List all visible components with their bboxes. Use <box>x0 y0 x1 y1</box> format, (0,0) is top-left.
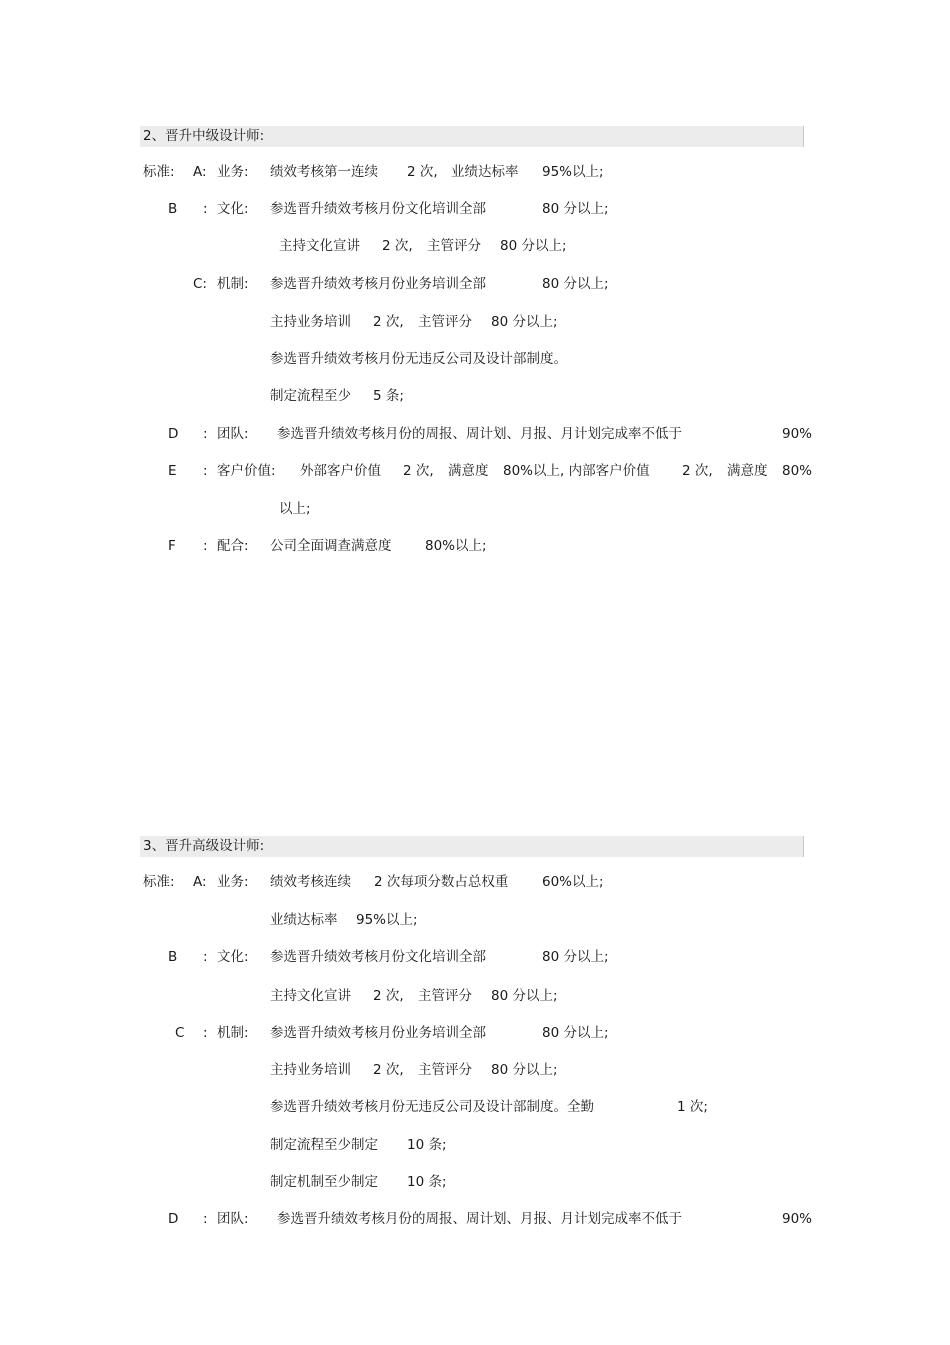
item-text: 95%以上; <box>542 164 604 180</box>
standard-label: 标准: <box>143 164 175 180</box>
item-text: 2 次, <box>403 463 434 479</box>
item-text: 80 分以上; <box>542 201 609 217</box>
item-letter-c: C <box>175 1025 185 1041</box>
item-letter-a: A: <box>193 164 207 180</box>
item-text: 主管评分 <box>418 1062 472 1078</box>
item-text: 80 分以上; <box>491 1062 558 1078</box>
item-category-business: 业务: <box>217 164 249 180</box>
item-text: 参选晋升绩效考核月份无违反公司及设计部制度。全勤 <box>270 1099 594 1115</box>
item-text: 10 条; <box>407 1174 447 1190</box>
item-text: 80%以上, 内部客户价值 <box>503 463 650 479</box>
item-category-culture: 文化: <box>217 201 249 217</box>
item-text: 主管评分 <box>418 314 472 330</box>
item-colon: : <box>203 463 208 479</box>
item-text: 90% <box>782 1211 813 1227</box>
item-text: 80 分以上; <box>542 949 609 965</box>
item-text: 以上; <box>279 501 311 517</box>
item-text: 外部客户价值 <box>300 463 381 479</box>
item-colon: : <box>203 201 208 217</box>
item-text: 95%以上; <box>356 912 418 928</box>
item-colon: : <box>203 1211 208 1227</box>
item-colon: : <box>203 538 208 554</box>
item-text: 业绩达标率 <box>270 912 338 928</box>
item-text: 参选晋升绩效考核月份无违反公司及设计部制度。 <box>270 351 567 367</box>
item-text: 参选晋升绩效考核月份的周报、周计划、月报、月计划完成率不低于 <box>277 1211 682 1227</box>
item-text: 参选晋升绩效考核月份文化培训全部 <box>270 949 486 965</box>
item-letter-b: B <box>168 201 178 217</box>
item-text: 2 次, <box>373 314 404 330</box>
item-text: 制定流程至少 <box>270 388 351 404</box>
item-text: 满意度 <box>448 463 489 479</box>
item-category-team: 团队: <box>217 1211 249 1227</box>
item-text: 2 次, <box>407 164 438 180</box>
item-colon: : <box>203 949 208 965</box>
item-text: 主管评分 <box>418 988 472 1004</box>
item-category-team: 团队: <box>217 426 249 442</box>
item-text: 2 次, <box>373 1062 404 1078</box>
item-text: 参选晋升绩效考核月份业务培训全部 <box>270 1025 486 1041</box>
item-text: 参选晋升绩效考核月份的周报、周计划、月报、月计划完成率不低于 <box>277 426 682 442</box>
item-text: 5 条; <box>373 388 404 404</box>
item-category-customer-value: 客户价值: <box>217 463 276 479</box>
item-text: 主持业务培训 <box>270 1062 351 1078</box>
item-text: 60%以上; <box>542 874 604 890</box>
item-text: 满意度 <box>727 463 768 479</box>
item-text: 80 分以上; <box>542 276 609 292</box>
item-text: 参选晋升绩效考核月份文化培训全部 <box>270 201 486 217</box>
item-text: 参选晋升绩效考核月份业务培训全部 <box>270 276 486 292</box>
item-text: 80% <box>782 463 813 479</box>
item-text: 公司全面调查满意度 <box>270 538 392 554</box>
item-text: 制定流程至少制定 <box>270 1137 378 1153</box>
item-text: 绩效考核第一连续 <box>270 164 378 180</box>
item-letter-d: D <box>168 1211 179 1227</box>
item-letter-a: A: <box>193 874 207 890</box>
item-text: 90% <box>782 426 813 442</box>
item-text: 主持文化宣讲 <box>279 238 360 254</box>
item-text: 80 分以上; <box>500 238 567 254</box>
section-2-title: 2、晋升中级设计师: <box>140 126 804 147</box>
item-letter-f: F <box>168 538 176 554</box>
item-text: 2 次, <box>382 238 413 254</box>
item-text: 主管评分 <box>427 238 481 254</box>
item-letter-c: C: <box>193 276 207 292</box>
item-text: 绩效考核连续 <box>270 874 351 890</box>
item-text: 80 分以上; <box>491 314 558 330</box>
item-colon: : <box>203 426 208 442</box>
item-text: 制定机制至少制定 <box>270 1174 378 1190</box>
item-letter-d: D <box>168 426 179 442</box>
item-text: 2 次, <box>373 988 404 1004</box>
item-category-culture: 文化: <box>217 949 249 965</box>
item-letter-b: B <box>168 949 178 965</box>
section-3-title: 3、晋升高级设计师: <box>140 836 804 857</box>
item-letter-e: E <box>168 463 177 479</box>
item-category-business: 业务: <box>217 874 249 890</box>
item-text: 80%以上; <box>425 538 487 554</box>
item-text: 业绩达标率 <box>451 164 519 180</box>
item-colon: : <box>203 1025 208 1041</box>
item-category-cooperation: 配合: <box>217 538 249 554</box>
item-text: 主持业务培训 <box>270 314 351 330</box>
item-text: 主持文化宣讲 <box>270 988 351 1004</box>
item-text: 2 次每项分数占总权重 <box>374 874 509 890</box>
item-text: 80 分以上; <box>491 988 558 1004</box>
standard-label: 标准: <box>143 874 175 890</box>
item-category-mechanism: 机制: <box>217 276 249 292</box>
item-text: 10 条; <box>407 1137 447 1153</box>
item-text: 80 分以上; <box>542 1025 609 1041</box>
item-text: 2 次, <box>682 463 713 479</box>
item-text: 1 次; <box>677 1099 708 1115</box>
item-category-mechanism: 机制: <box>217 1025 249 1041</box>
